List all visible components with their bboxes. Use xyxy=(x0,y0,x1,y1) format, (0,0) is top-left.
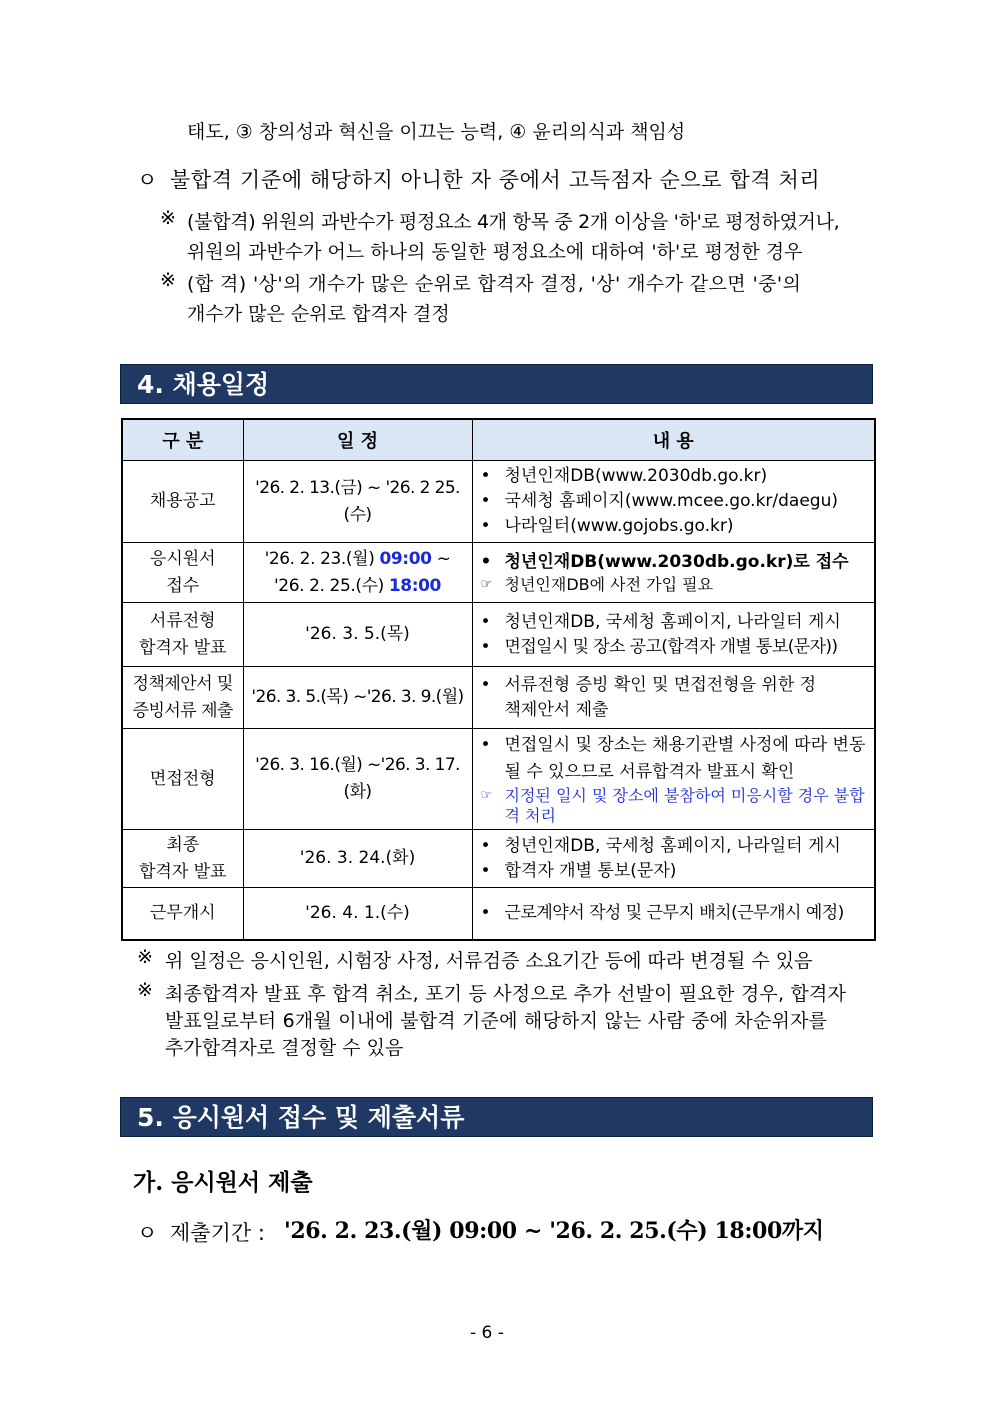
section-5-heading: 5. 응시원서 접수 및 제출서류 xyxy=(120,1097,873,1137)
end-time: 18:00 xyxy=(388,575,441,596)
content-note: 지정된 일시 및 장소에 불참하여 미응시할 경우 불합격 처리 xyxy=(504,786,865,825)
section-4-heading: 4. 채용일정 xyxy=(120,364,873,404)
content-item: 합격자 개별 통보(문자) xyxy=(504,860,677,881)
content-item: 청년인재DB(www.2030db.go.kr) xyxy=(504,466,768,486)
row-date: '26. 3. 16.(월) ~'26. 3. 17.(화) xyxy=(243,729,472,830)
note-mark: ※ xyxy=(160,269,176,291)
content-item: 면접일시 및 장소 공고(합격자 개별 통보(문자)) xyxy=(504,636,838,657)
row-content xyxy=(472,543,875,603)
bullet-mark: ㅇ xyxy=(137,168,158,192)
content-item: 청년인재DB, 국세청 홈페이지, 나라일터 게시 xyxy=(504,611,841,632)
subsection-heading: 가. 응시원서 제출 xyxy=(133,1169,313,1196)
category-line: 합격자 발표 xyxy=(138,637,227,658)
note-1b: 위원의 과반수가 어느 하나의 동일한 평정요소에 대하여 '하'로 평정한 경우 xyxy=(187,241,803,263)
category-line: 합격자 발표 xyxy=(138,861,227,882)
table-row xyxy=(122,461,875,543)
note-mark: ※ xyxy=(137,979,153,1001)
row-category xyxy=(122,667,243,729)
row-category: 근무개시 xyxy=(122,888,243,940)
bullet-icon: • xyxy=(480,466,491,486)
note-2b: 개수가 많은 순위로 합격자 결정 xyxy=(187,303,450,325)
period-label: 제출기간 : xyxy=(170,1221,265,1245)
note-1a: (불합격) 위원의 과반수가 평정요소 4개 항목 중 2개 이상을 '하'로 평정하였거나, xyxy=(187,211,840,233)
content-item: 근로계약서 작성 및 근무지 배치(근무개시 예정) xyxy=(504,902,844,923)
bullet-icon: • xyxy=(480,516,491,536)
schedule-note-2a: 최종합격자 발표 후 합격 취소, 포기 등 사정으로 추가 선발이 필요한 경우, 합격자 xyxy=(165,983,847,1005)
header-category: 구 분 xyxy=(122,419,243,461)
row-content xyxy=(472,729,875,830)
bullet-mark: ㅇ xyxy=(137,1221,158,1245)
page-number: - 6 - xyxy=(470,1323,504,1343)
bullet-icon: • xyxy=(480,674,491,695)
table-header-row xyxy=(122,419,875,461)
category-line: 정책제안서 및 xyxy=(132,673,233,694)
pointing-hand-icon: ☞ xyxy=(480,577,493,592)
table-row xyxy=(122,543,875,603)
row-date: '26. 2. 13.(금) ~ '26. 2 25.(수) xyxy=(243,461,472,543)
date-end: '26. 2. 25.(수) 18:00 xyxy=(274,575,441,596)
content-item: 나라일터(www.gojobs.go.kr) xyxy=(504,516,734,536)
table-row xyxy=(122,667,875,729)
content-item: 국세청 홈페이지(www.mcee.go.kr/daegu) xyxy=(504,491,838,511)
bullet-icon: • xyxy=(480,552,492,572)
schedule-note-2b: 발표일로부터 6개월 이내에 불합격 기준에 해당하지 않는 사람 중에 차순위자를 xyxy=(165,1010,828,1032)
content-item: 면접일시 및 장소는 채용기관별 사정에 따라 변동될 수 있으므로 서류합격자 발표시 확인 xyxy=(504,735,866,782)
content-item: 청년인재DB, 국세청 홈페이지, 나라일터 게시 xyxy=(504,835,841,856)
schedule-note-2c: 추가합격자로 결정할 수 있음 xyxy=(165,1037,404,1059)
bullet-icon: • xyxy=(480,636,490,657)
table-row xyxy=(122,888,875,940)
bullet-icon: • xyxy=(480,491,491,511)
row-date xyxy=(243,543,472,603)
pointing-hand-icon: ☞ xyxy=(480,788,493,803)
row-category: 면접전형 xyxy=(122,729,243,830)
row-content xyxy=(472,667,875,729)
period-value: '26. 2. 23.(월) 09:00 ~ '26. 2. 25.(수) 18:00까지 xyxy=(284,1218,824,1244)
bullet-icon: • xyxy=(480,860,491,881)
row-content xyxy=(472,830,875,888)
row-date: '26. 4. 1.(수) xyxy=(243,888,472,940)
content-item: 청년인재DB(www.2030db.go.kr)로 접수 xyxy=(504,552,849,572)
table-row xyxy=(122,729,875,830)
start-time: 09:00 xyxy=(379,548,432,569)
row-content xyxy=(472,461,875,543)
intro-line-2: 불합격 기준에 해당하지 아니한 자 중에서 고득점자 순으로 합격 처리 xyxy=(170,168,821,192)
bullet-icon: • xyxy=(480,835,491,856)
row-date: '26. 3. 5.(목) ~'26. 3. 9.(월) xyxy=(243,667,472,729)
row-date: '26. 3. 5.(목) xyxy=(243,603,472,667)
row-date: '26. 3. 24.(화) xyxy=(243,830,472,888)
note-mark: ※ xyxy=(160,207,176,229)
category-line: 증빙서류 제출 xyxy=(132,700,233,721)
row-content xyxy=(472,603,875,667)
bullet-icon: • xyxy=(480,735,491,755)
schedule-note-1: 위 일정은 응시인원, 시험장 사정, 서류검증 소요기간 등에 따라 변경될 수 있음 xyxy=(165,950,813,972)
content-item: 서류전형 증빙 확인 및 면접전형을 위한 정책제안서 제출 xyxy=(504,674,817,720)
category-line: 서류전형 xyxy=(149,610,216,631)
row-category xyxy=(122,830,243,888)
table-row xyxy=(122,830,875,888)
category-line: 응시원서 xyxy=(149,548,216,569)
row-category xyxy=(122,603,243,667)
table-row xyxy=(122,603,875,667)
category-line: 최종 xyxy=(166,834,200,855)
bullet-icon: • xyxy=(480,611,491,632)
bullet-icon: • xyxy=(480,902,491,923)
header-date: 일 정 xyxy=(243,419,472,461)
schedule-table xyxy=(121,418,876,941)
intro-line-1: 태도, ③ 창의성과 혁신을 이끄는 능력, ④ 윤리의식과 책임성 xyxy=(187,121,686,143)
row-content xyxy=(472,888,875,940)
content-note: 청년인재DB에 사전 가입 필요 xyxy=(504,575,714,594)
note-mark: ※ xyxy=(137,946,153,968)
note-2a: (합 격) '상'의 개수가 많은 순위로 합격자 결정, '상' 개수가 같으면 '중'의 xyxy=(187,273,802,295)
header-content: 내 용 xyxy=(472,419,875,461)
category-line: 접수 xyxy=(166,575,200,596)
row-category xyxy=(122,543,243,603)
row-category: 채용공고 xyxy=(122,461,243,543)
date-start: '26. 2. 23.(월) 09:00 ~ xyxy=(264,548,451,569)
